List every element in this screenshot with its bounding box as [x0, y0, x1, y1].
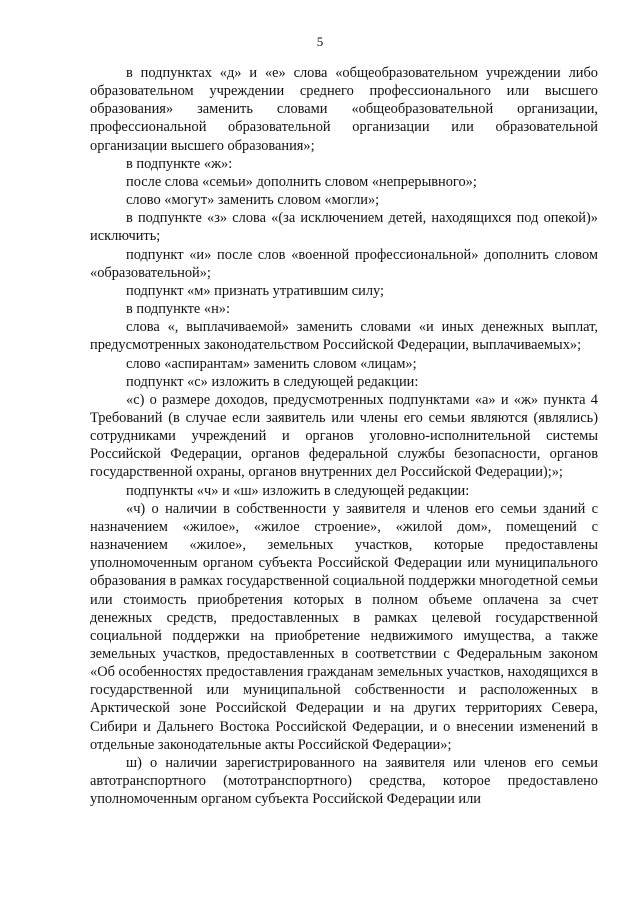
paragraph: слово «могут» заменить словом «могли»;: [126, 192, 380, 209]
paragraph: после слова «семьи» дополнить словом «непрерывного»;: [126, 173, 477, 190]
page-number: 5: [316, 34, 324, 49]
paragraph: «ч) о наличии в собственности у заявителя и членов его семьи зданий с назначением «жилое», «жилое строение», «жилой дом», помещений с назначением «жилое», земельных участков, которые предоставлены уполномоченным органом субъекта Российской Федерации или муниципального образования в рамках государственной социальной поддержки многодетной семьи или стоимость приобретения которых в полном объеме оплачена за счет денежных средств, предоставленных в рамках целевой государственной социальной поддержки на приобретение недвижимого имущества, а также земельных участков, предоставленных в соответствии с Федеральным законом «Об особенностях предоставления гражданам земельных участков, находящихся в государственной или муниципальной собственности и расположенных в Арктической зоне Российской Федерации и на других территориях Севера, Сибири и Дальнего Востока Российской Федерации, и о внесении изменений в отдельные законодательные акты Российской Федерации»;: [90, 500, 598, 753]
paragraph: в подпункте «ж»:: [126, 155, 233, 172]
paragraph: слова «, выплачиваемой» заменить словами «и иных денежных выплат, предусмотренных законодательством Российской Федерации, выплачиваемых»;: [90, 319, 598, 354]
paragraph: ш) о наличии зарегистрированного на заявителя или членов его семьи автотранспортного (мототранспортного) средства, которое предоставлено уполномоченным органом субъекта Российской Федерации или: [90, 754, 598, 808]
paragraph: подпункт «м» признать утратившим силу;: [126, 282, 385, 299]
paragraph: в подпункте «з» слова «(за исключением детей, находящихся под опекой)» исключить;: [90, 210, 598, 245]
paragraph: подпункт «и» после слов «военной профессиональной» дополнить словом «образовательной»;: [90, 246, 598, 281]
paragraph: подпункты «ч» и «ш» изложить в следующей редакции:: [126, 482, 470, 499]
paragraph: в подпункте «н»:: [126, 301, 230, 318]
paragraph: подпункт «с» изложить в следующей редакции:: [126, 373, 419, 390]
paragraph: слово «аспирантам» заменить словом «лицам»;: [126, 355, 417, 372]
document-body: [90, 64, 598, 808]
paragraph: в подпунктах «д» и «е» слова «общеобразовательном учреждении либо образовательном учреждении среднего профессионального или высшего образования» заменить словами «общеобразовательной организации, профессиональной образовательной организации или образовательной организации высшего образования»;: [90, 65, 598, 154]
paragraph: «с) о размере доходов, предусмотренных подпунктами «а» и «ж» пункта 4 Требований (в случае если заявитель или члены его семьи являются (являлись) сотрудниками учреждений и органов уголовно-исполнительной системы Российской Федерации, органов федеральной службы безопасности, органов государственной охраны, органов внутренних дел Российской Федерации);»;: [90, 391, 598, 481]
